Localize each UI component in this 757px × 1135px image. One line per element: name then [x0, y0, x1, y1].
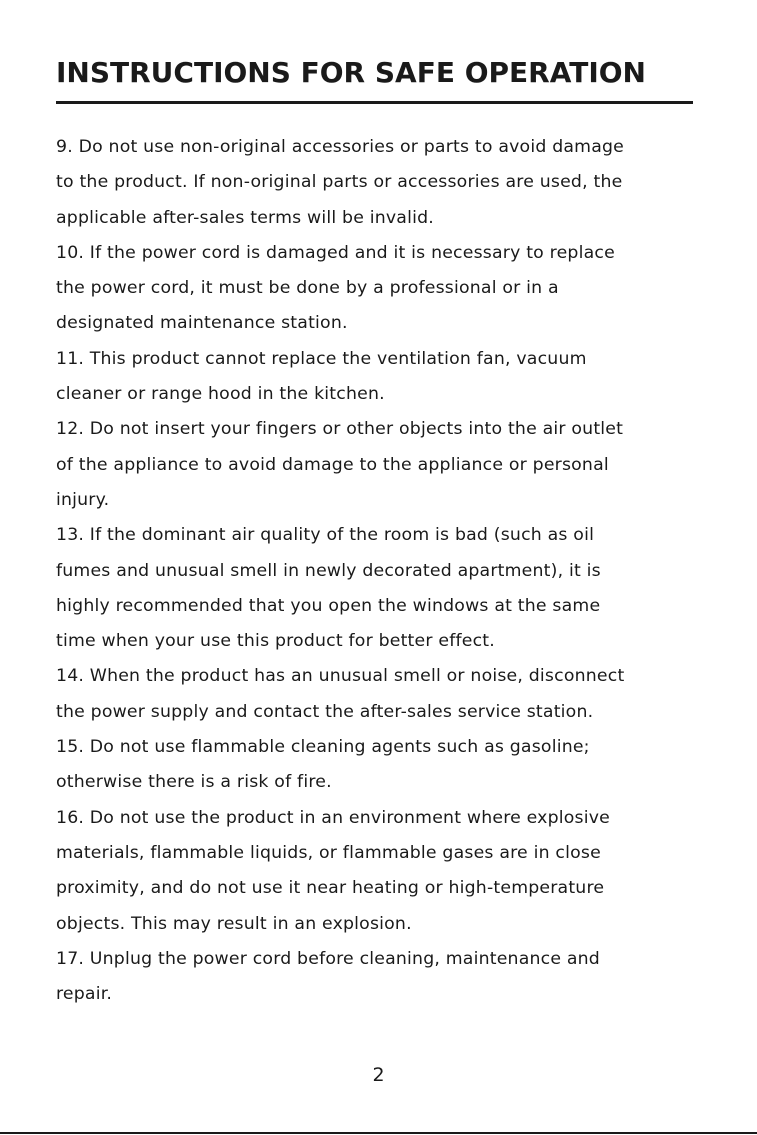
instruction-line: cleaner or range hood in the kitchen. — [56, 384, 385, 405]
instruction-line: 16. Do not use the product in an environment where explosive — [56, 807, 611, 828]
instruction-line: designated maintenance station. — [56, 313, 348, 334]
instruction-line: the power supply and contact the after-sales service station. — [56, 701, 594, 722]
instruction-line: of the appliance to avoid damage to the appliance or personal — [56, 454, 609, 475]
instruction-line: 12. Do not insert your fingers or other objects into the air outlet — [56, 419, 624, 440]
instructions-body — [56, 130, 736, 1012]
instruction-line: 10. If the power cord is damaged and it is necessary to replace — [56, 242, 615, 263]
instruction-line: 17. Unplug the power cord before cleaning, maintenance and — [56, 948, 600, 969]
title-divider — [56, 101, 693, 104]
instruction-line: 11. This product cannot replace the ventilation fan, vacuum — [56, 348, 587, 369]
instruction-line: repair. — [56, 984, 113, 1005]
instruction-line: 15. Do not use flammable cleaning agents such as gasoline; — [56, 737, 590, 758]
page-title: INSTRUCTIONS FOR SAFE OPERATION — [56, 56, 646, 89]
instruction-line: time when your use this product for better effect. — [56, 631, 495, 652]
bottom-divider — [0, 1132, 757, 1134]
instruction-line: to the product. If non-original parts or accessories are used, the — [56, 172, 623, 193]
instruction-line: 14. When the product has an unusual smell or noise, disconnect — [56, 666, 625, 687]
instruction-line: fumes and unusual smell in newly decorated apartment), it is — [56, 560, 601, 581]
instruction-line: 13. If the dominant air quality of the room is bad (such as oil — [56, 525, 595, 546]
instruction-line: highly recommended that you open the windows at the same — [56, 595, 601, 616]
instruction-line: applicable after-sales terms will be invalid. — [56, 207, 434, 228]
instruction-line: materials, flammable liquids, or flammable gases are in close — [56, 842, 601, 863]
instruction-line: the power cord, it must be done by a professional or in a — [56, 278, 559, 299]
instruction-line: proximity, and do not use it near heating or high-temperature — [56, 878, 605, 899]
instruction-line: injury. — [56, 489, 110, 510]
page-number: 2 — [372, 1064, 385, 1086]
instruction-line: objects. This may result in an explosion. — [56, 913, 412, 934]
instruction-line: otherwise there is a risk of fire. — [56, 772, 332, 793]
instruction-line: 9. Do not use non-original accessories or parts to avoid damage — [56, 137, 624, 157]
